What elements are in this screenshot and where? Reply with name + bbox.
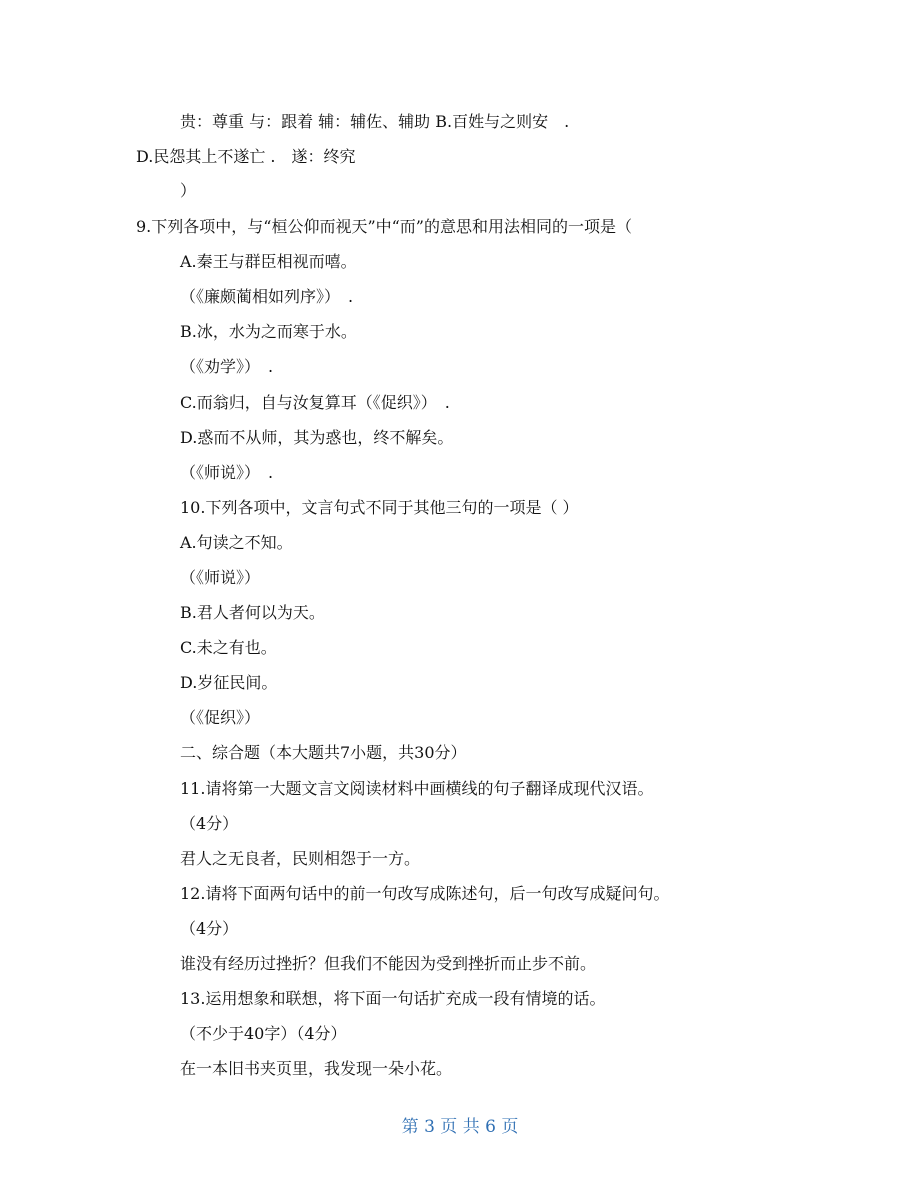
q9-option-d: D.惑而不从师，其为惑也，终不解矣。 bbox=[180, 428, 454, 447]
question-11: 11.请将第一大题文言文阅读材料中画横线的句子翻译成现代汉语。 bbox=[180, 779, 654, 798]
q10-option-c: C.未之有也。 bbox=[180, 638, 277, 657]
question-12: 12.请将下面两句话中的前一句改写成陈述句，后一句改写成疑问句。 bbox=[180, 884, 670, 903]
page-footer: 第 3 页 共 6 页 bbox=[401, 1117, 519, 1137]
q9-option-b: B.冰，水为之而寒于水。 bbox=[180, 322, 357, 341]
text-line-3: ） bbox=[180, 181, 197, 200]
question-9: 9.下列各项中，与“桓公仰而视天”中“而”的意思和用法相同的一项是（ bbox=[136, 217, 632, 236]
q10-option-a: A.句读之不知。 bbox=[180, 533, 293, 552]
question-13: 13.运用想象和联想，将下面一句话扩充成一段有情境的话。 bbox=[180, 989, 606, 1008]
q11-sentence: 君人之无良者，民则相怨于一方。 bbox=[180, 849, 421, 868]
q9-option-c: C.而翁归，自与汝复算耳（《促织》） . bbox=[180, 393, 450, 412]
q10-option-d: D.岁征民间。 bbox=[180, 673, 278, 692]
q13-sentence: 在一本旧书夹页里，我发现一朵小花。 bbox=[180, 1059, 453, 1078]
q12-sentence: 谁没有经历过挫折？但我们不能因为受到挫折而止步不前。 bbox=[180, 954, 597, 973]
text-line-2: D.民怨其上不遂亡 . 遂：终究 bbox=[136, 147, 356, 166]
q11-points: （4分） bbox=[180, 814, 239, 833]
q12-points: （4分） bbox=[180, 919, 239, 938]
q9-option-a: A.秦王与群臣相视而嘻。 bbox=[180, 252, 357, 271]
q10-option-d-source: （《促织》） bbox=[180, 708, 261, 727]
q9-option-d-source: （《师说》） . bbox=[180, 463, 274, 482]
q9-option-a-source: （《廉颇蔺相如列序》） . bbox=[180, 287, 354, 306]
q9-option-b-source: （《劝学》） . bbox=[180, 357, 274, 376]
text-line-1: 贵：尊重 与：跟着 辅：辅佐、辅助 B.百姓与之则安 . bbox=[180, 112, 570, 131]
question-10: 10.下列各项中，文言句式不同于其他三句的一项是（ ） bbox=[180, 498, 579, 517]
q10-option-b: B.君人者何以为天。 bbox=[180, 603, 325, 622]
q10-option-a-source: （《师说》） bbox=[180, 568, 261, 587]
section-two-heading: 二、综合题（本大题共7小题，共30分） bbox=[180, 743, 467, 762]
q13-requirement: （不少于40字）（4分） bbox=[180, 1024, 347, 1043]
